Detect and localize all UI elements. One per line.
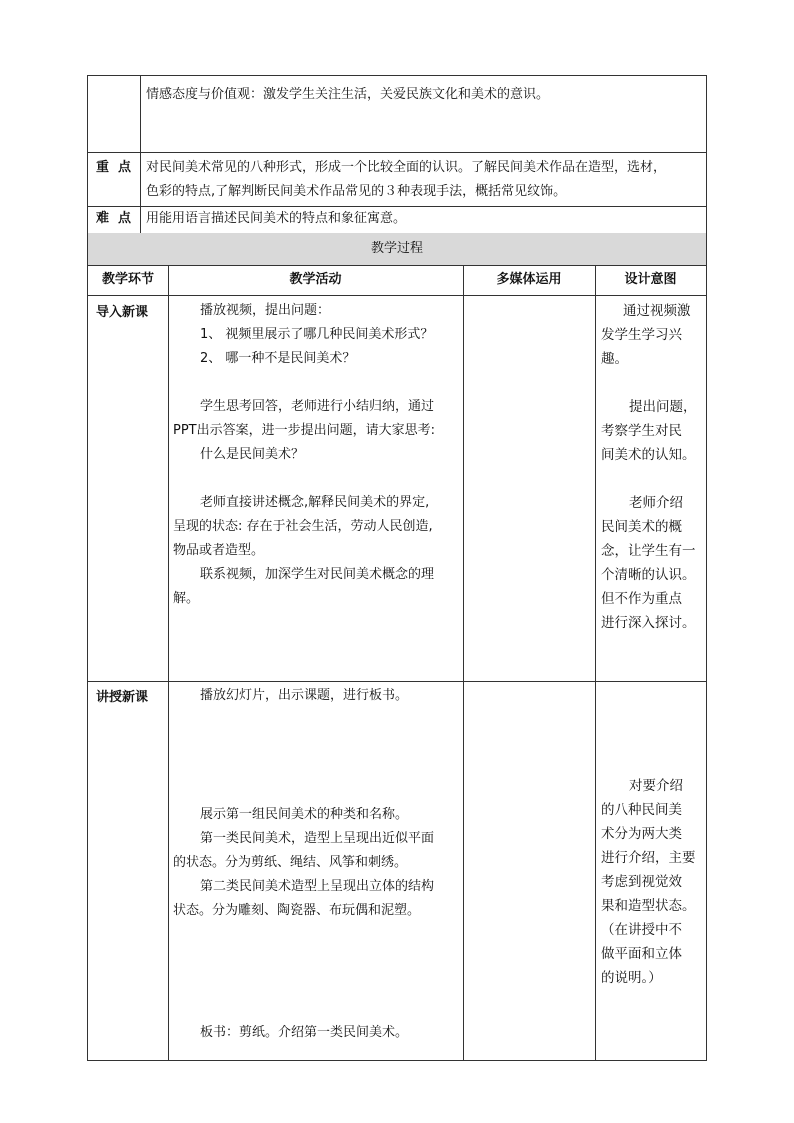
diff-label: 难 点 [96, 211, 132, 226]
header-activity-label: 教学活动 [289, 272, 342, 287]
intro-stage: 导入新课 [96, 305, 149, 320]
teach-stage-cell [87, 681, 169, 1061]
intro-intent-line: 老师介绍 [629, 495, 683, 511]
teach-intent-line: （在讲授中不 [601, 922, 682, 938]
teach-activity-line: 播放幻灯片，出示课题，进行板书。 [200, 688, 409, 703]
intro-intent-line: 提出问题， [629, 399, 697, 415]
header-media-label: 多媒体运用 [496, 272, 562, 287]
header-activity [168, 265, 464, 296]
teach-activity-line: 第一类民间美术，造型上呈现出近似平面 [200, 831, 435, 846]
intro-activity-line: 播放视频，提出问题： [200, 303, 331, 318]
teach-intent-line: 的八种民间美 [601, 802, 682, 818]
diff-text: 用能用语言描述民间美术的特点和象征寓意。 [146, 211, 407, 226]
teach-activity-line: 的状态。分为剪纸、绳结、风筝和刺绣。 [173, 855, 408, 870]
header-intent-label: 设计意图 [624, 272, 677, 287]
intro-activity-cell [168, 295, 464, 682]
process-title-cell [87, 233, 707, 266]
teach-intent-line: 考虑到视觉效 [601, 874, 682, 890]
intro-activity-line: 呈现的状态: 存在于社会生活，劳动人民创造, [173, 519, 433, 534]
emotion-text: 情感态度与价值观：激发学生关注生活，关爱民族文化和美术的意识。 [146, 87, 550, 102]
intro-activity-line: 物品或者造型。 [173, 543, 265, 558]
intro-intent-line: 念，让学生有一 [601, 543, 696, 559]
teach-media-cell [463, 681, 596, 1061]
teach-activity-line: 状态。分为雕刻、陶瓷器、布玩偶和泥塑。 [173, 903, 421, 918]
teach-stage: 讲授新课 [96, 690, 149, 705]
emotion-cell [140, 75, 707, 153]
diff-cell [140, 206, 707, 234]
intro-intent-line: 趣。 [601, 351, 628, 367]
intro-activity-line: PPT出示答案，进一步提出问题，请大家思考: [173, 423, 435, 438]
teach-activity-line: 展示第一组民间美术的种类和名称。 [200, 807, 409, 822]
teach-intent-line: 做平面和立体 [601, 946, 682, 962]
teach-intent-cell [595, 681, 707, 1061]
intro-intent-line: 但不作为重点 [601, 591, 682, 607]
intro-activity-line: 解。 [173, 591, 200, 606]
teach-activity-line: 第二类民间美术造型上呈现出立体的结构 [200, 879, 435, 894]
intro-stage-cell [87, 295, 169, 682]
intro-activity-line: 2、 哪一种不是民间美术？ [200, 351, 356, 366]
intro-activity-line: 学生思考回答，老师进行小结归纳，通过 [200, 399, 435, 414]
intro-intent-line: 考察学生对民 [601, 423, 682, 439]
teach-activity-line: 板书：剪纸。介绍第一类民间美术。 [200, 1025, 409, 1040]
header-stage-label: 教学环节 [101, 272, 154, 287]
teach-activity-cell [168, 681, 464, 1061]
header-intent [595, 265, 707, 296]
teach-intent-line: 对要介绍 [629, 778, 683, 794]
intro-intent-line: 间美术的认知。 [601, 447, 696, 463]
key-text-line-1: 对民间美术常见的八种形式，形成一个比较全面的认识。了解民间美术作品在造型，选材， [146, 160, 667, 175]
header-media [463, 265, 596, 296]
intro-media-cell [463, 295, 596, 682]
header-stage [87, 265, 169, 296]
intro-intent-line: 进行深入探讨。 [601, 615, 696, 631]
teach-intent-line: 进行介绍，主要 [601, 850, 696, 866]
intro-activity-line: 联系视频，加深学生对民间美术概念的理 [200, 567, 435, 582]
diff-label-cell [87, 206, 141, 234]
intro-activity-line: 老师直接讲述概念,解释民间美术的界定, [200, 495, 430, 510]
teach-intent-line: 果和造型状态。 [601, 898, 696, 914]
key-cell [140, 152, 707, 207]
intro-intent-line: 个清晰的认识。 [601, 567, 696, 583]
intro-intent-line: 通过视频激 [623, 303, 691, 319]
teach-intent-line: 术分为两大类 [601, 826, 682, 842]
emotion-label-cell [87, 75, 141, 153]
intro-intent-line: 发学生学习兴 [601, 327, 682, 343]
key-label-cell [87, 152, 141, 207]
intro-intent-cell [595, 295, 707, 682]
intro-activity-line: 什么是民间美术？ [200, 447, 305, 462]
intro-intent-line: 民间美术的概 [601, 519, 682, 535]
teach-intent-line: 的说明。） [601, 970, 662, 986]
key-text-line-2: 色彩的特点,了解判断民间美术作品常见的３种表现手法，概括常见纹饰。 [146, 184, 567, 199]
intro-activity-line: 1、 视频里展示了哪几种民间美术形式？ [200, 327, 434, 342]
key-label: 重 点 [96, 160, 132, 175]
process-title: 教学过程 [370, 241, 423, 256]
